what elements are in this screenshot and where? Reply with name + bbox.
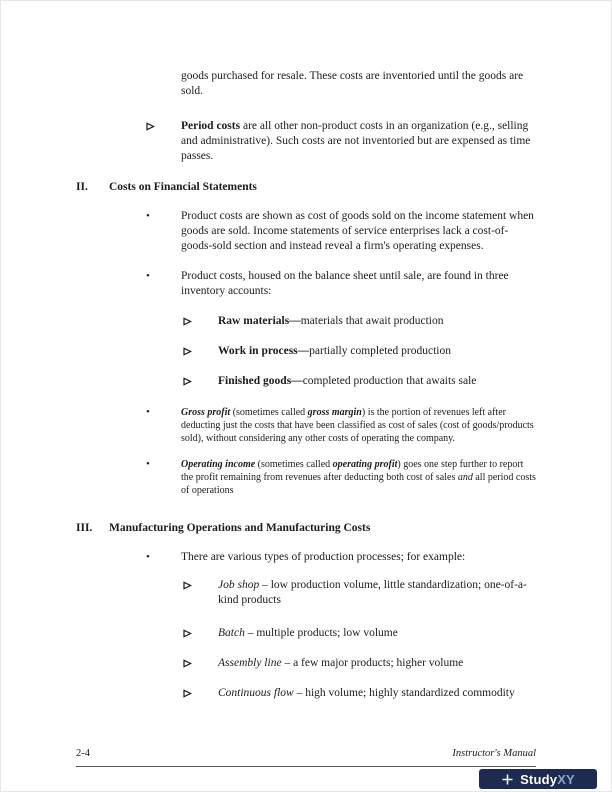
arrow-bullet-icon <box>183 578 192 595</box>
logo-wordmark <box>520 772 575 787</box>
list-item-batch <box>76 626 536 641</box>
bullet-icon: • <box>146 551 150 563</box>
arrow-bullet-icon <box>183 626 192 643</box>
section-title: Costs on Financial Statements <box>109 181 257 193</box>
list-item-text: Product costs, housed on the balance sheet until sale, are found in three inventory accounts: <box>181 270 509 297</box>
list-item-text: There are various types of production processes; for example: <box>181 551 466 563</box>
list-item-continuous-flow <box>76 686 536 701</box>
studyxy-logo <box>479 769 597 789</box>
bullet-icon: • <box>146 406 150 418</box>
list-item-text: Assembly line – a few major products; higher volume <box>218 657 464 669</box>
bullet-icon: • <box>146 458 150 470</box>
list-item-finished-goods <box>76 374 536 389</box>
list-item-job-shop <box>76 578 536 608</box>
list-item-text: Operating income (sometimes called operating profit) goes one step further to report the profit remaining from revenues after deducting both cost of sales and all period costs of operations <box>181 459 536 496</box>
section-heading-iii <box>76 521 536 536</box>
list-item-text: Continuous flow – high volume; highly standardized commodity <box>218 687 515 699</box>
list-item-text: Work in process—partially completed production <box>218 345 451 357</box>
list-item-gross-profit <box>76 406 536 445</box>
bullet-icon: • <box>146 270 150 282</box>
logo-xy-text: XY <box>557 771 575 787</box>
list-item-product-costs-housed <box>76 269 536 299</box>
list-item-operating-income <box>76 458 536 497</box>
list-item-period-costs <box>76 119 536 164</box>
plus-icon <box>501 773 514 786</box>
list-item-text: Period costs are all other non-product costs in an organization (e.g., selling and administrative). Such costs are not inventoried but are expensed as time passes. <box>181 120 531 162</box>
list-item-work-in-process <box>76 344 536 359</box>
arrow-bullet-icon <box>183 374 192 391</box>
list-item-production-processes <box>76 550 536 565</box>
footer-manual-title: Instructor's Manual <box>452 748 536 759</box>
arrow-bullet-icon <box>146 119 155 136</box>
list-item-text: Batch – multiple products; low volume <box>218 627 398 639</box>
list-item-raw-materials <box>76 314 536 329</box>
arrow-bullet-icon <box>183 314 192 331</box>
bullet-icon: • <box>146 210 150 222</box>
section-numeral: III. <box>76 522 93 534</box>
section-title: Manufacturing Operations and Manufacturing Costs <box>109 522 371 534</box>
list-item-text: Finished goods—completed production that awaits sale <box>218 375 477 387</box>
list-item-text: Job shop – low production volume, little standardization; one-of-a-kind products <box>218 579 527 606</box>
page-footer <box>76 746 536 767</box>
list-item-text: Gross profit (sometimes called gross margin) is the portion of revenues left after deducting just the costs that have been classified as cost of sales (cost of goods/products sold), without considering any other costs of operating the company. <box>181 407 534 444</box>
arrow-bullet-icon <box>183 656 192 673</box>
continuation-paragraph: goods purchased for resale. These costs are inventoried until the goods are sold. <box>181 70 524 97</box>
page-content <box>76 69 536 716</box>
list-item-assembly-line <box>76 656 536 671</box>
list-item-product-costs-shown <box>76 209 536 254</box>
list-item-text: Product costs are shown as cost of goods sold on the income statement when goods are sold. Income statements of service enterprises lack a cost-of-goods-sold section and instead reveal a firm's operating expenses. <box>181 210 534 252</box>
arrow-bullet-icon <box>183 686 192 703</box>
section-heading-ii <box>76 180 536 195</box>
section-numeral: II. <box>76 181 88 193</box>
logo-study-text: Study <box>520 771 558 787</box>
list-item-text: Raw materials—materials that await production <box>218 315 444 327</box>
arrow-bullet-icon <box>183 344 192 361</box>
page-number: 2-4 <box>76 748 90 759</box>
